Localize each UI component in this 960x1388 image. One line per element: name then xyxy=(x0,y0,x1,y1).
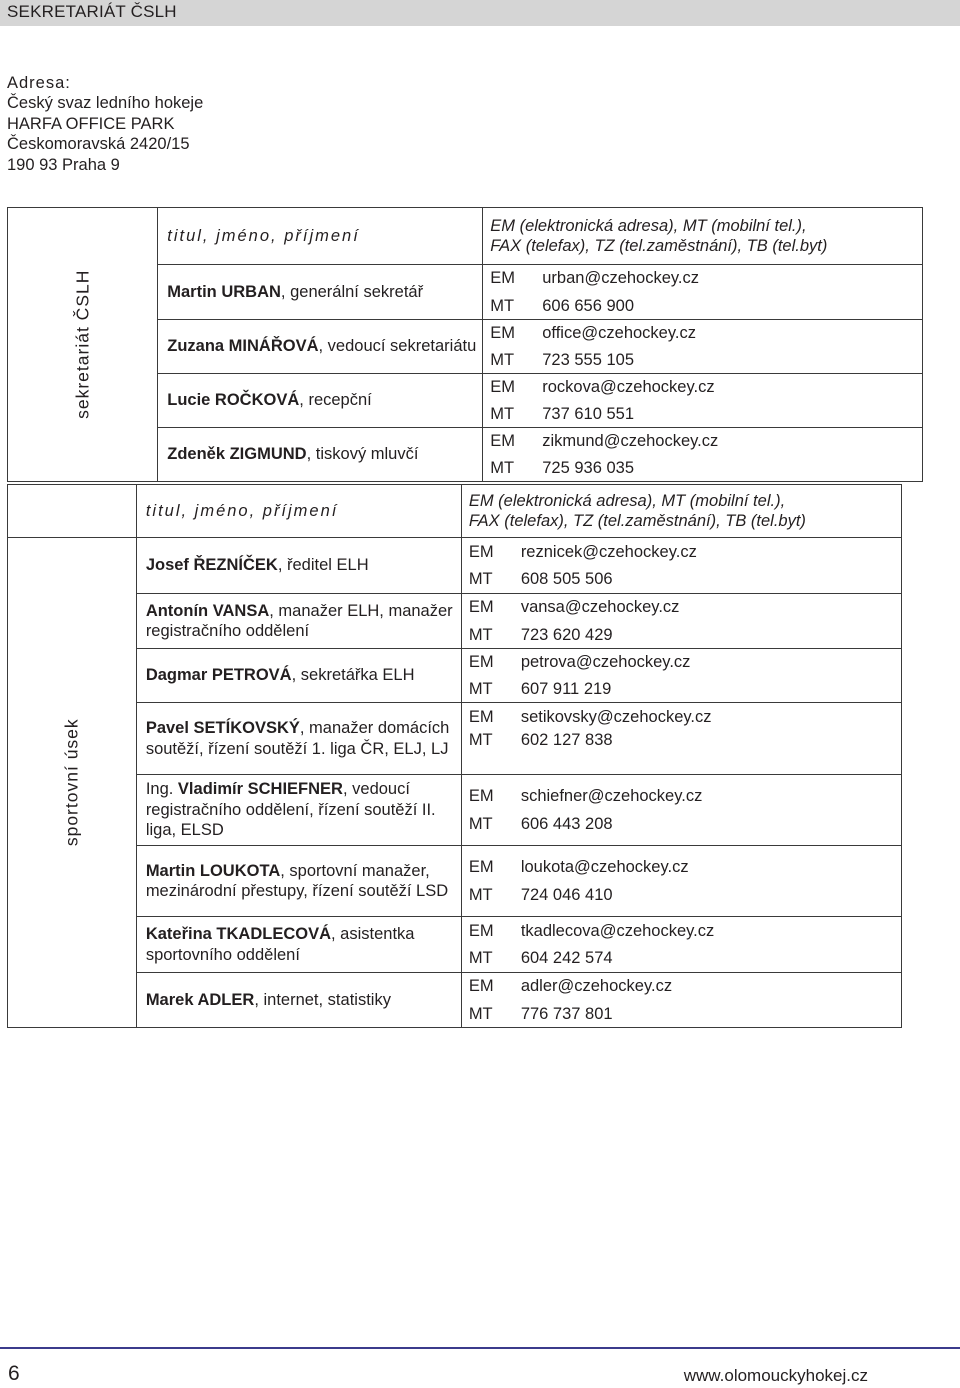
person-cell xyxy=(136,775,461,846)
phone-number: 737 610 551 xyxy=(542,405,635,423)
em-label: EM xyxy=(468,787,494,805)
person-name: Marek ADLER xyxy=(145,990,255,1009)
person-role: , internet, statistiky xyxy=(254,990,391,1009)
person-role: , manažer ELH, manažer registračního oddělení xyxy=(145,601,453,640)
table-row xyxy=(8,917,902,973)
person-role: , ředitel ELH xyxy=(277,556,369,575)
email-link[interactable]: loukota@czehockey.cz xyxy=(520,858,689,876)
contact-column-header: FAX (telefax), TZ (tel.zaměstnání), TB (tel.byt) xyxy=(468,512,806,530)
email-link[interactable]: setikovsky@czehockey.cz xyxy=(520,708,712,726)
name-column-header: titul, jméno, příjmení xyxy=(167,226,360,245)
em-label: EM xyxy=(490,431,515,450)
person-role: , recepční xyxy=(299,391,372,410)
footer-divider xyxy=(0,1347,960,1349)
em-label: EM xyxy=(468,921,494,940)
contact-column-header: EM (elektronická adresa), MT (mobilní tel.), xyxy=(468,491,786,510)
address-line: Český svaz ledního hokeje xyxy=(7,94,204,113)
person-prefix: Ing. xyxy=(145,780,178,799)
person-role: , vedoucí sekretariátu xyxy=(318,337,477,356)
person-role: , sportovní manažer, mezinárodní přestupy, řízení soutěží LSD xyxy=(145,861,449,900)
mt-label: MT xyxy=(468,1004,493,1023)
em-label: EM xyxy=(468,858,494,876)
table-row xyxy=(8,649,902,703)
email-link[interactable]: petrova@czehockey.cz xyxy=(520,652,691,671)
person-cell xyxy=(158,320,483,374)
section-label-sportovni: sportovní úsek xyxy=(61,718,82,846)
phone-number: 776 737 801 xyxy=(520,1004,613,1023)
person-name: Pavel SETÍKOVSKÝ xyxy=(145,719,300,737)
table-row xyxy=(8,846,902,917)
phone-number: 606 443 208 xyxy=(520,814,613,833)
name-header-cell xyxy=(158,208,483,265)
person-name: Zuzana MINÁŘOVÁ xyxy=(167,337,319,356)
person-role: , generální sekretář xyxy=(280,282,424,301)
footer-url-link[interactable]: www.olomouckyhokej.cz xyxy=(683,1366,868,1385)
person-name: Dagmar PETROVÁ xyxy=(145,666,292,685)
page-number: 6 xyxy=(8,1362,20,1385)
person-name: Josef ŘEZNÍČEK xyxy=(145,556,278,575)
mt-label: MT xyxy=(490,296,515,315)
contact-header-cell xyxy=(483,208,923,265)
mt-label: MT xyxy=(468,730,493,749)
phone-number: 725 936 035 xyxy=(542,459,635,477)
phone-number: 606 656 900 xyxy=(542,296,635,315)
person-cell xyxy=(158,428,483,482)
mt-label: MT xyxy=(468,625,493,644)
table-row xyxy=(8,973,902,1028)
contact-column-header: FAX (telefax), TZ (tel.zaměstnání), TB (tel.byt) xyxy=(490,237,828,255)
email-link[interactable]: zikmund@czehockey.cz xyxy=(542,431,719,450)
section-label-sekretariat: sekretariát ČSLH xyxy=(72,269,93,419)
mt-label: MT xyxy=(468,680,493,698)
page-header xyxy=(0,0,960,26)
contact-cell xyxy=(461,703,901,775)
header-title: SEKRETARIÁT ČSLH xyxy=(7,2,177,21)
person-role: , sekretářka ELH xyxy=(291,666,415,685)
contact-cell xyxy=(461,775,901,846)
address-line: 190 93 Praha 9 xyxy=(7,155,120,174)
sportovni-section-cell xyxy=(8,538,137,1028)
em-label: EM xyxy=(468,542,494,561)
sportovni-table xyxy=(7,484,902,1028)
person-name: Antonín VANSA xyxy=(145,601,270,620)
person-role: , asistentka sportovního oddělení xyxy=(145,925,415,964)
email-link[interactable]: reznicek@czehockey.cz xyxy=(520,542,697,561)
name-header-cell xyxy=(136,485,461,538)
person-cell xyxy=(158,265,483,320)
contact-cell xyxy=(483,265,923,320)
mt-label: MT xyxy=(490,351,515,369)
phone-number: 608 505 506 xyxy=(520,570,613,588)
person-name: Zdeněk ZIGMUND xyxy=(167,445,307,464)
contact-cell xyxy=(461,594,901,649)
phone-number: 723 620 429 xyxy=(520,625,613,644)
em-label: EM xyxy=(490,269,515,287)
email-link[interactable]: rockova@czehockey.cz xyxy=(542,377,715,396)
contact-column-header: EM (elektronická adresa), MT (mobilní tel.), xyxy=(490,216,807,235)
phone-number: 724 046 410 xyxy=(520,885,613,904)
person-role: , manažer domácích soutěží, řízení soutěží 1. liga ČR, ELJ, LJ xyxy=(145,719,450,758)
table-row xyxy=(8,538,902,594)
em-label: EM xyxy=(468,977,494,995)
table-row xyxy=(8,594,902,649)
email-link[interactable]: vansa@czehockey.cz xyxy=(520,598,680,616)
contact-cell xyxy=(461,649,901,703)
person-name: Vladimír SCHIEFNER xyxy=(177,780,343,799)
person-cell xyxy=(158,374,483,428)
em-label: EM xyxy=(468,708,494,726)
person-cell xyxy=(136,973,461,1028)
person-role: , tiskový mluvčí xyxy=(306,445,419,464)
person-name: Kateřina TKADLECOVÁ xyxy=(145,925,332,943)
person-name: Martin URBAN xyxy=(167,282,281,301)
person-cell xyxy=(136,846,461,917)
address-line: Českomoravská 2420/15 xyxy=(7,135,190,154)
mt-label: MT xyxy=(468,570,493,588)
address-block xyxy=(7,73,203,175)
contact-cell xyxy=(483,374,923,428)
em-label: EM xyxy=(468,598,494,616)
address-line: HARFA OFFICE PARK xyxy=(7,114,175,133)
name-column-header: titul, jméno, příjmení xyxy=(145,501,339,520)
mt-label: MT xyxy=(468,885,493,904)
phone-number: 604 242 574 xyxy=(520,949,613,967)
table-row xyxy=(8,775,902,846)
em-label: EM xyxy=(490,377,515,396)
email-link[interactable]: office@czehockey.cz xyxy=(542,323,696,342)
email-link[interactable]: urban@czehockey.cz xyxy=(542,269,700,287)
contact-header-cell xyxy=(461,485,901,538)
mt-label: MT xyxy=(490,405,515,423)
contact-cell xyxy=(461,538,901,594)
email-link[interactable]: schiefner@czehockey.cz xyxy=(520,787,703,805)
email-link[interactable]: tkadlecova@czehockey.cz xyxy=(520,921,715,940)
person-cell xyxy=(136,703,461,775)
table-row xyxy=(8,703,902,775)
em-label: EM xyxy=(490,323,515,342)
person-cell xyxy=(136,594,461,649)
email-link[interactable]: adler@czehockey.cz xyxy=(520,977,673,995)
em-label: EM xyxy=(468,652,494,671)
person-role: , vedoucí registračního oddělení, řízení soutěží II. liga, ELSD xyxy=(145,780,436,840)
mt-label: MT xyxy=(490,459,515,477)
person-cell xyxy=(136,649,461,703)
mt-label: MT xyxy=(468,949,493,967)
contact-cell xyxy=(461,846,901,917)
contact-cell xyxy=(483,428,923,482)
mt-label: MT xyxy=(468,814,493,833)
contact-cell xyxy=(461,917,901,973)
sekretariat-section-cell xyxy=(8,208,158,482)
person-name: Martin LOUKOTA xyxy=(145,861,281,880)
person-cell xyxy=(136,917,461,973)
contact-cell xyxy=(461,973,901,1028)
phone-number: 607 911 219 xyxy=(520,680,612,698)
spacer-cell xyxy=(8,485,137,538)
contact-cell xyxy=(483,320,923,374)
phone-number: 723 555 105 xyxy=(542,351,635,369)
phone-number: 602 127 838 xyxy=(520,730,613,749)
address-label: Adresa: xyxy=(7,74,71,92)
person-name: Lucie ROČKOVÁ xyxy=(167,391,300,410)
person-cell xyxy=(136,538,461,594)
sekretariat-table xyxy=(7,207,923,482)
